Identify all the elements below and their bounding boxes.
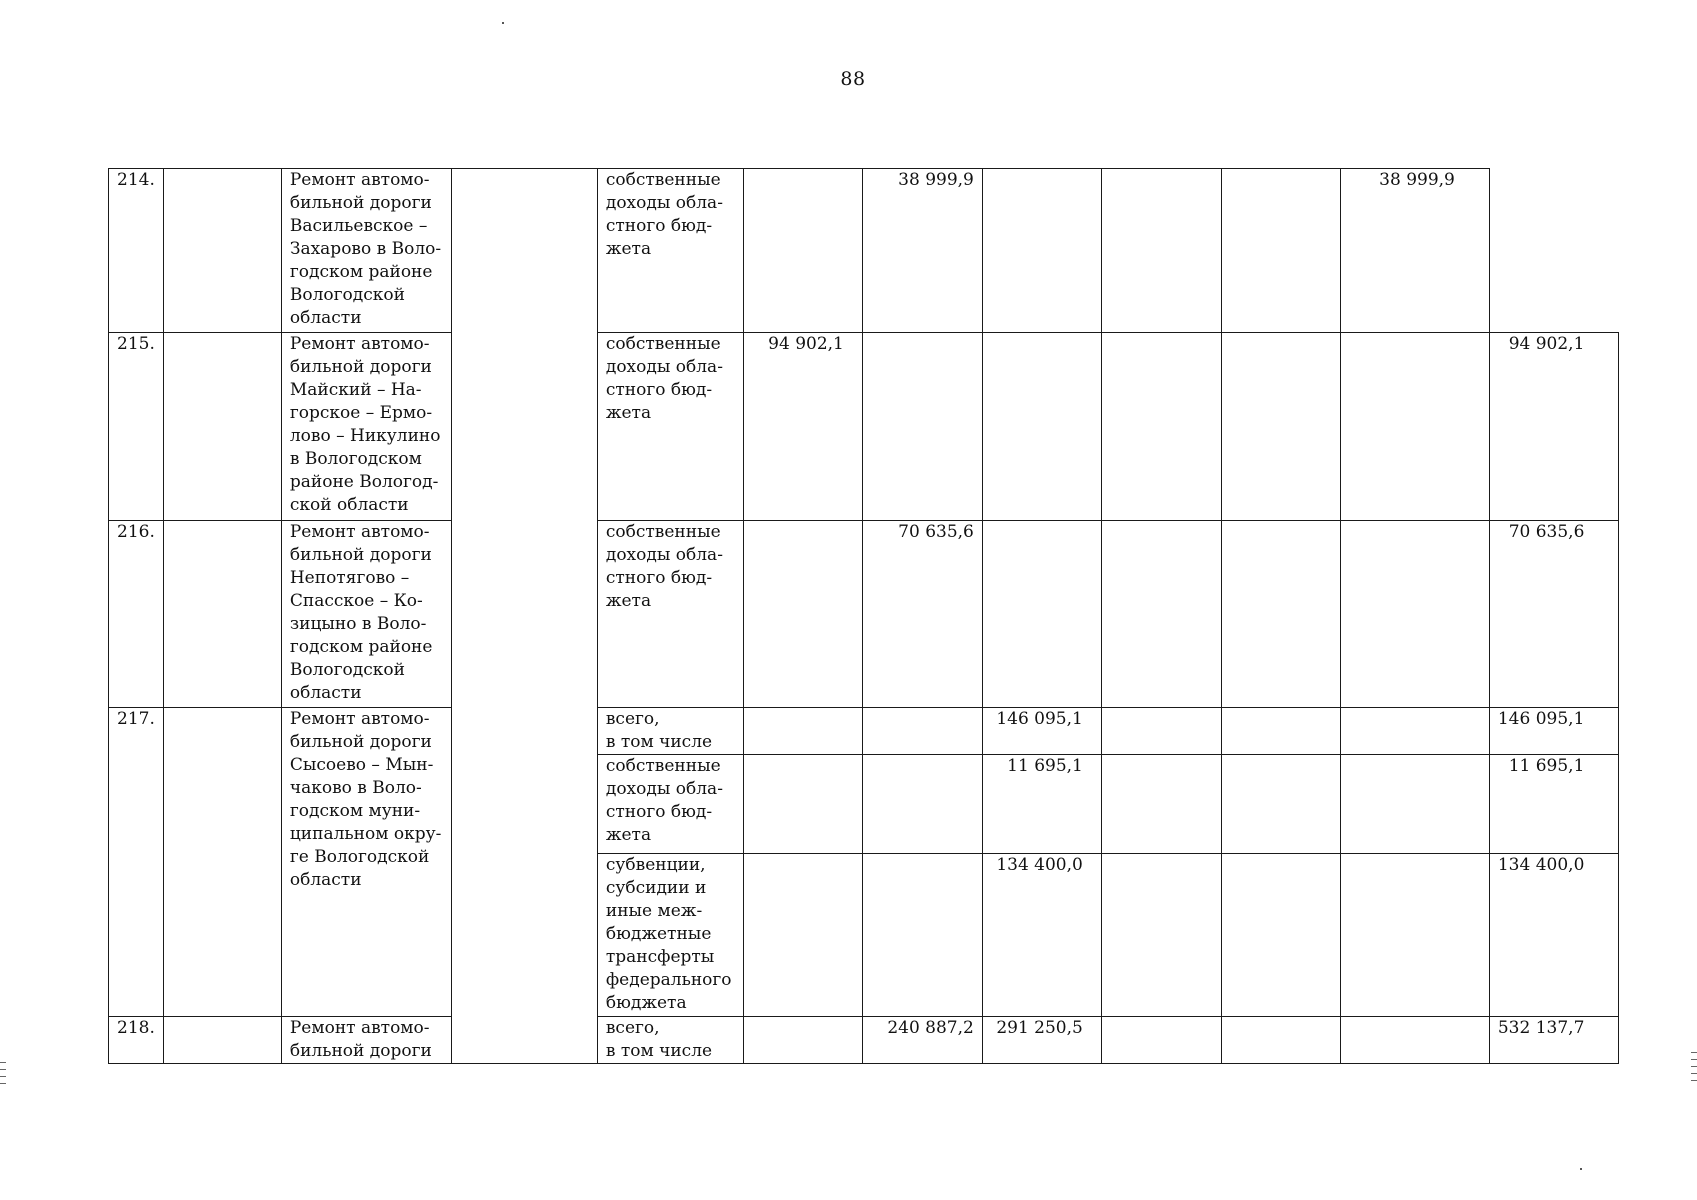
value-cell — [1101, 1017, 1221, 1064]
value-cell — [743, 169, 862, 333]
value-cell — [1221, 755, 1340, 854]
value-cell — [743, 854, 862, 1017]
value-cell — [982, 169, 1101, 333]
empty-cell — [163, 521, 281, 708]
row-number: 217. — [109, 708, 164, 1017]
value-cell: 11 695,1 — [982, 755, 1101, 854]
value-cell — [1101, 521, 1221, 708]
value-cell — [1221, 708, 1340, 755]
empty-cell — [163, 1017, 281, 1064]
table-row — [109, 333, 1619, 521]
object-name: Ремонт автомо- бильной дороги Сысоево – Мын- чаково в Воло- годском муни- ципальном окру- ге Вологодской области — [281, 708, 451, 1017]
page-number: 88 — [840, 68, 866, 90]
value-cell: 94 902,1 — [743, 333, 862, 521]
value-cell — [1221, 1017, 1340, 1064]
value-cell — [1340, 1017, 1489, 1064]
empty-cell — [163, 333, 281, 521]
object-name: Ремонт автомо- бильной дороги — [281, 1017, 451, 1064]
value-cell — [743, 521, 862, 708]
row-number: 216. — [109, 521, 164, 708]
value-cell — [1221, 169, 1340, 333]
value-cell — [1340, 521, 1489, 708]
value-cell: 291 250,5 — [982, 1017, 1101, 1064]
funding-source: субвенции, субсидии и иные меж- бюджетные трансферты федерального бюджета — [597, 854, 743, 1017]
total-cell: 11 695,1 — [1489, 755, 1619, 854]
object-name: Ремонт автомо- бильной дороги Непотягово – Спасское – Ко- зицыно в Воло- годском районе Вологодской области — [281, 521, 451, 708]
value-cell: 240 887,2 — [862, 1017, 982, 1064]
value-cell: 70 635,6 — [862, 521, 982, 708]
total-cell: 134 400,0 — [1489, 854, 1619, 1017]
value-cell — [862, 333, 982, 521]
table-row — [109, 521, 1619, 708]
funding-source: всего, в том числе — [597, 1017, 743, 1064]
value-cell: 146 095,1 — [982, 708, 1101, 755]
value-cell — [1221, 854, 1340, 1017]
budget-table — [108, 168, 1619, 1064]
value-cell: 38 999,9 — [862, 169, 982, 333]
total-cell: 146 095,1 — [1489, 708, 1619, 755]
scan-edge-marks — [0, 1062, 6, 1090]
table-row — [109, 1017, 1619, 1064]
value-cell — [1101, 755, 1221, 854]
value-cell — [1101, 854, 1221, 1017]
funding-source: собственные доходы обла- стного бюд- жета — [597, 333, 743, 521]
empty-cell — [163, 169, 281, 333]
total-cell: 70 635,6 — [1489, 521, 1619, 708]
value-cell — [1340, 708, 1489, 755]
total-cell: 94 902,1 — [1489, 333, 1619, 521]
object-name: Ремонт автомо- бильной дороги Васильевское – Захарово в Воло- годском районе Вологодской области — [281, 169, 451, 333]
total-cell: 38 999,9 — [1340, 169, 1489, 333]
empty-cell — [451, 169, 597, 1064]
value-cell — [862, 854, 982, 1017]
funding-source: всего, в том числе — [597, 708, 743, 755]
row-number: 218. — [109, 1017, 164, 1064]
empty-cell — [163, 708, 281, 1017]
value-cell — [743, 1017, 862, 1064]
value-cell — [862, 755, 982, 854]
value-cell — [1101, 169, 1221, 333]
value-cell — [982, 521, 1101, 708]
table-row — [109, 708, 1619, 755]
funding-source: собственные доходы обла- стного бюд- жета — [597, 755, 743, 854]
value-cell — [1340, 333, 1489, 521]
scan-edge-marks — [1691, 1052, 1697, 1087]
value-cell — [1340, 854, 1489, 1017]
value-cell: 134 400,0 — [982, 854, 1101, 1017]
value-cell — [982, 333, 1101, 521]
scan-speck — [1580, 1168, 1582, 1170]
funding-source: собственные доходы обла- стного бюд- жета — [597, 521, 743, 708]
value-cell — [743, 755, 862, 854]
value-cell — [1221, 333, 1340, 521]
value-cell — [1101, 708, 1221, 755]
value-cell — [743, 708, 862, 755]
scan-speck — [502, 22, 504, 24]
row-number: 214. — [109, 169, 164, 333]
value-cell — [1340, 755, 1489, 854]
row-number: 215. — [109, 333, 164, 521]
total-cell: 532 137,7 — [1489, 1017, 1619, 1064]
value-cell — [862, 708, 982, 755]
value-cell — [1221, 521, 1340, 708]
table-row — [109, 169, 1619, 333]
value-cell — [1101, 333, 1221, 521]
object-name: Ремонт автомо- бильной дороги Майский – На- горское – Ермо- лово – Никулино в Вологодском районе Вологод- ской области — [281, 333, 451, 521]
funding-source: собственные доходы обла- стного бюд- жета — [597, 169, 743, 333]
